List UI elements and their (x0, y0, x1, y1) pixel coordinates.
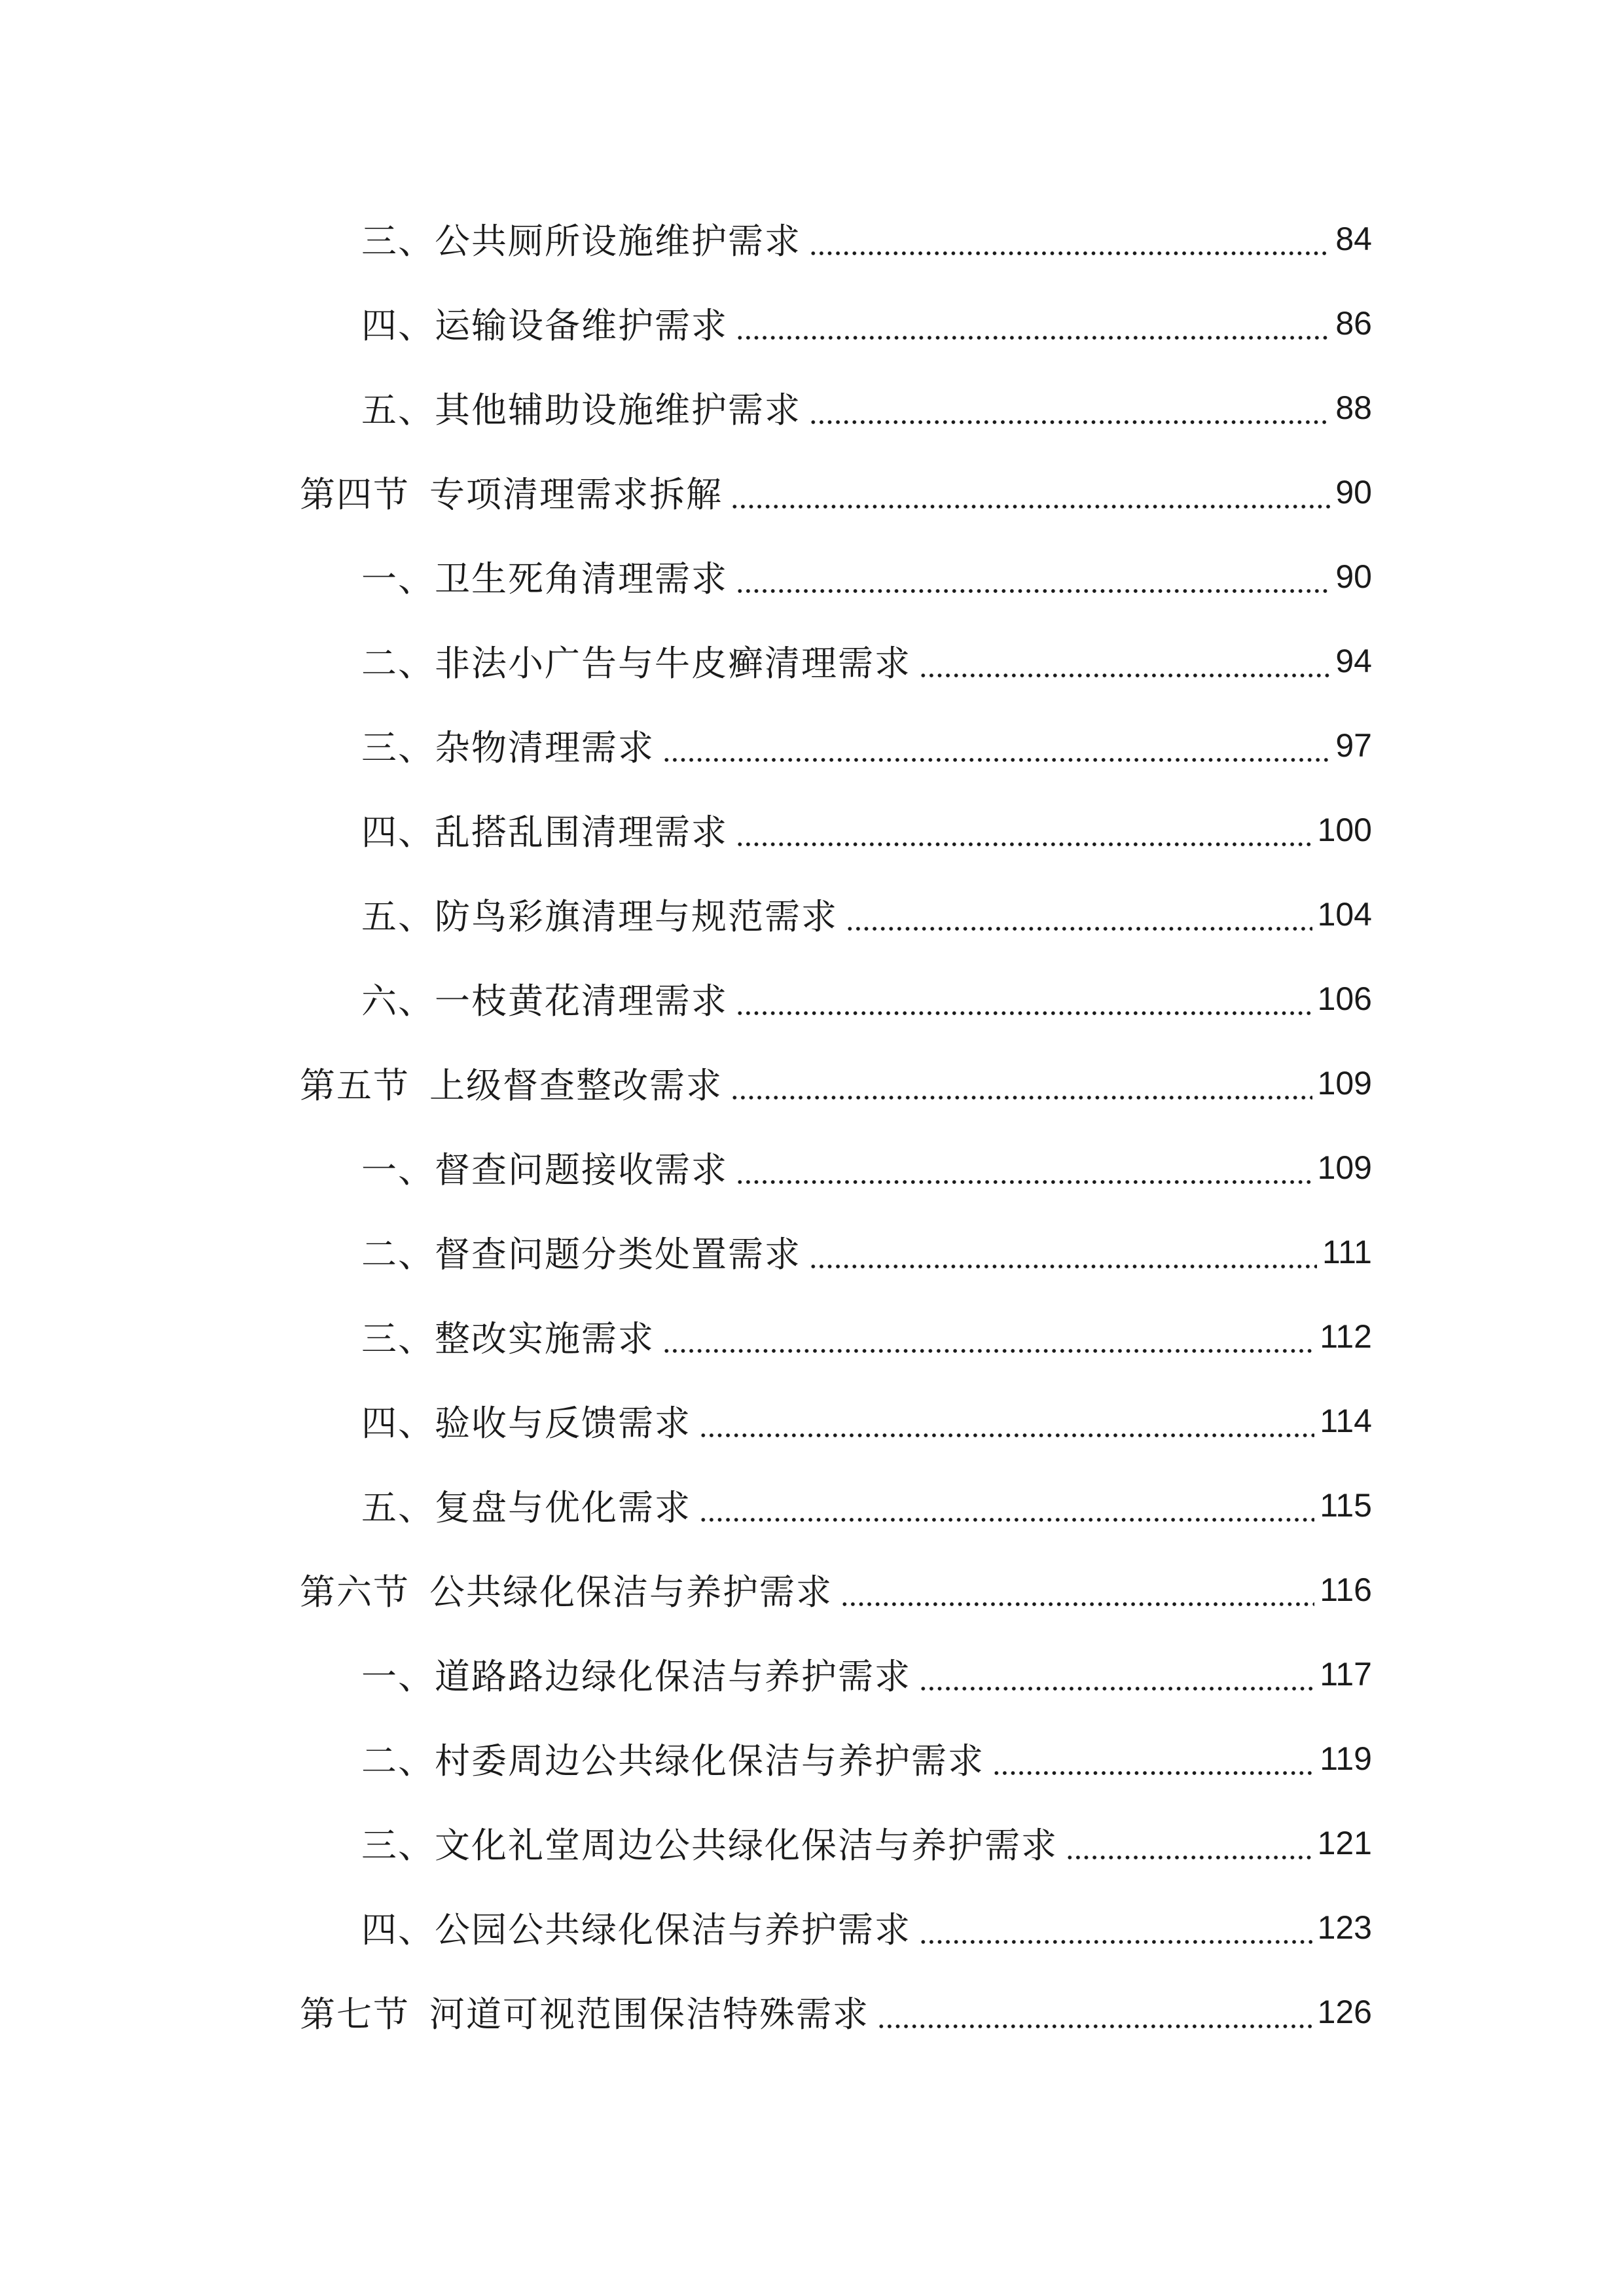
toc-entry-title (361, 1395, 691, 1446)
toc-entry-text: 二、非法小广告与牛皮癣清理需求 (361, 643, 911, 684)
toc-entry-title (361, 382, 801, 433)
toc-entry-row (361, 281, 1372, 365)
toc-entry-text: 五、其他辅助设施维护需求 (361, 389, 801, 431)
toc-entry-title (300, 1986, 869, 2037)
toc-entry-text: 六、一枝黄花清理需求 (361, 980, 728, 1022)
toc-entry-row (361, 1885, 1372, 1969)
toc-entry-text: 河道可视范围保洁特殊需求 (429, 1994, 869, 2035)
toc-entry-title (361, 1818, 1058, 1868)
toc-entry-row (361, 872, 1372, 956)
toc-item-entry[interactable] (0, 1125, 1624, 1210)
dot-leader (731, 1074, 1312, 1100)
dot-leader (699, 1412, 1314, 1438)
toc-item-entry[interactable] (0, 1632, 1624, 1716)
toc-item-entry[interactable] (0, 365, 1624, 450)
dot-leader (877, 2003, 1312, 2029)
toc-item-entry[interactable] (0, 787, 1624, 872)
dot-leader (736, 990, 1312, 1016)
toc-page-number: 97 (1335, 726, 1372, 764)
toc-item-entry[interactable] (0, 703, 1624, 787)
toc-item-entry[interactable] (0, 1210, 1624, 1294)
toc-page-number: 90 (1335, 473, 1372, 511)
toc-item-entry[interactable] (0, 1716, 1624, 1801)
dot-leader (699, 1496, 1314, 1522)
toc-entry-text: 四、乱搭乱围清理需求 (361, 812, 728, 853)
toc-entry-title (361, 1480, 691, 1530)
toc-item-entry[interactable] (0, 872, 1624, 956)
toc-page-number: 126 (1317, 1993, 1372, 2030)
toc-page-number: 86 (1335, 304, 1372, 342)
toc-entry-title (361, 1733, 984, 1784)
dot-leader (662, 1327, 1314, 1354)
toc-section-entry[interactable] (0, 1547, 1624, 1632)
toc-entry-text: 三、文化礼堂周边公共绿化保洁与养护需求 (361, 1825, 1058, 1866)
toc-entry-title (361, 636, 911, 686)
toc-entry-row (361, 1294, 1372, 1378)
toc-entry-row (361, 787, 1372, 872)
dot-leader (919, 1665, 1314, 1691)
dot-leader (736, 567, 1330, 594)
table-of-contents (0, 196, 1624, 2054)
toc-page-number: 100 (1317, 811, 1372, 848)
dot-leader (736, 314, 1330, 340)
toc-item-entry[interactable] (0, 1885, 1624, 1969)
toc-entry-text: 四、公园公共绿化保洁与养护需求 (361, 1909, 911, 1950)
toc-page-number: 114 (1320, 1402, 1372, 1439)
toc-entry-title (361, 1227, 801, 1277)
toc-entry-row (361, 1210, 1372, 1294)
toc-entry-row (361, 956, 1372, 1041)
toc-entry-title (361, 213, 801, 264)
toc-item-entry[interactable] (0, 534, 1624, 619)
dot-leader (846, 905, 1312, 931)
dot-leader (919, 652, 1330, 678)
toc-page-number: 121 (1317, 1824, 1372, 1861)
toc-entry-title (361, 298, 728, 348)
toc-section-entry[interactable] (0, 1969, 1624, 2054)
toc-entry-text: 四、运输设备维护需求 (361, 305, 728, 346)
toc-entry-row (300, 1041, 1372, 1125)
dot-leader (809, 399, 1330, 425)
toc-section-number: 第四节 (300, 474, 410, 515)
toc-entry-row (300, 1547, 1372, 1632)
toc-entry-row (361, 1632, 1372, 1716)
toc-entry-row (361, 365, 1372, 450)
dot-leader (736, 821, 1312, 847)
toc-entry-row (361, 1801, 1372, 1885)
toc-page-number: 109 (1317, 1064, 1372, 1102)
toc-entry-row (361, 1463, 1372, 1547)
toc-entry-row (361, 1378, 1372, 1463)
toc-entry-text: 一、道路路边绿化保洁与养护需求 (361, 1656, 911, 1697)
toc-section-entry[interactable] (0, 450, 1624, 534)
dot-leader (736, 1158, 1312, 1185)
dot-leader (731, 483, 1330, 509)
toc-entry-text: 五、复盘与优化需求 (361, 1487, 691, 1528)
toc-page-number: 119 (1320, 1740, 1372, 1777)
toc-page-number: 112 (1320, 1318, 1372, 1355)
toc-item-entry[interactable] (0, 1801, 1624, 1885)
toc-item-entry[interactable] (0, 619, 1624, 703)
toc-page-number: 106 (1317, 980, 1372, 1017)
dot-leader (809, 1243, 1317, 1269)
toc-page-number: 123 (1317, 1909, 1372, 1946)
toc-entry-title (361, 973, 728, 1024)
toc-section-number: 第五节 (300, 1065, 410, 1106)
toc-entry-title (361, 1311, 655, 1361)
toc-item-entry[interactable] (0, 1378, 1624, 1463)
toc-entry-text: 二、督查问题分类处置需求 (361, 1234, 801, 1275)
toc-entry-title (361, 1142, 728, 1193)
dot-leader (840, 1581, 1314, 1607)
toc-section-number: 第七节 (300, 1994, 410, 2035)
toc-item-entry[interactable] (0, 1294, 1624, 1378)
toc-entry-row (361, 1716, 1372, 1801)
toc-page-number: 88 (1335, 389, 1372, 426)
toc-entry-title (361, 889, 838, 939)
toc-item-entry[interactable] (0, 956, 1624, 1041)
toc-entry-row (361, 1125, 1372, 1210)
toc-item-entry[interactable] (0, 1463, 1624, 1547)
toc-entry-text: 四、验收与反馈需求 (361, 1403, 691, 1444)
toc-page-number: 109 (1317, 1149, 1372, 1186)
toc-page-number: 115 (1320, 1486, 1372, 1524)
toc-entry-row (300, 1969, 1372, 2054)
dot-leader (662, 736, 1330, 762)
dot-leader (809, 230, 1330, 256)
dot-leader (992, 1749, 1314, 1776)
toc-entry-text: 一、督查问题接收需求 (361, 1149, 728, 1191)
toc-entry-text: 专项清理需求拆解 (429, 474, 723, 515)
toc-section-entry[interactable] (0, 1041, 1624, 1125)
dot-leader (919, 1918, 1312, 1945)
toc-entry-title (361, 720, 655, 770)
toc-entry-row (361, 196, 1372, 281)
toc-entry-row (300, 450, 1372, 534)
toc-page-number: 90 (1335, 558, 1372, 595)
toc-page-number: 111 (1322, 1233, 1372, 1270)
dot-leader (1066, 1834, 1312, 1860)
toc-page-number: 116 (1320, 1571, 1372, 1608)
toc-entry-title (361, 1902, 911, 1952)
toc-page-number: 117 (1320, 1655, 1372, 1693)
toc-entry-text: 公共绿化保洁与养护需求 (429, 1571, 833, 1613)
toc-entry-text: 一、卫生死角清理需求 (361, 558, 728, 600)
toc-entry-row (361, 703, 1372, 787)
toc-entry-title (361, 1649, 911, 1699)
toc-entry-text: 上级督查整改需求 (429, 1065, 723, 1106)
toc-page-number: 104 (1317, 895, 1372, 933)
toc-entry-title (361, 551, 728, 601)
toc-entry-title (300, 1058, 723, 1108)
toc-entry-text: 三、杂物清理需求 (361, 727, 655, 768)
toc-item-entry[interactable] (0, 281, 1624, 365)
toc-entry-title (300, 1564, 833, 1615)
toc-page-number: 94 (1335, 642, 1372, 679)
toc-entry-title (361, 804, 728, 855)
toc-entry-title (300, 467, 723, 517)
toc-entry-text: 三、整改实施需求 (361, 1318, 655, 1359)
toc-section-number: 第六节 (300, 1571, 410, 1613)
toc-entry-text: 二、村委周边公共绿化保洁与养护需求 (361, 1740, 984, 1782)
toc-entry-row (361, 619, 1372, 703)
toc-item-entry[interactable] (0, 196, 1624, 281)
toc-entry-text: 五、防鸟彩旗清理与规范需求 (361, 896, 838, 937)
toc-page-number: 84 (1335, 220, 1372, 257)
toc-entry-text: 三、公共厕所设施维护需求 (361, 221, 801, 262)
toc-entry-row (361, 534, 1372, 619)
